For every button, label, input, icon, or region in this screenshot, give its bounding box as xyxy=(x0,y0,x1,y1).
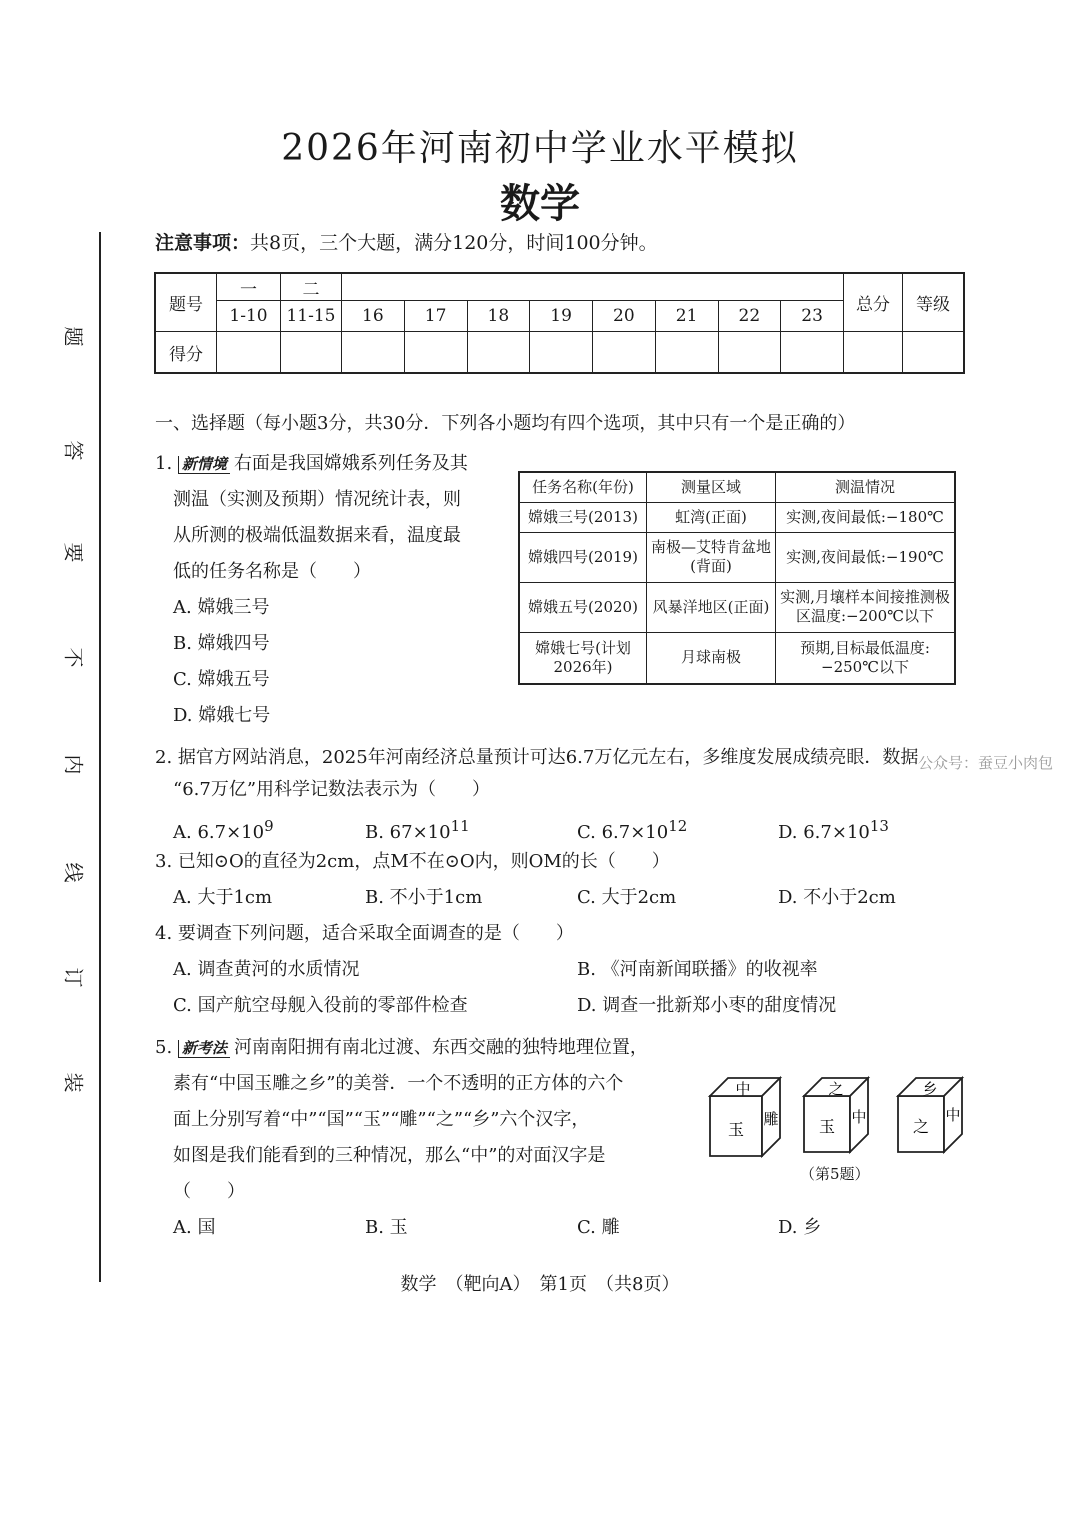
col-header: 18 xyxy=(467,301,530,332)
q1-option: B. 嫦娥四号 xyxy=(173,633,270,654)
cube-side-char: 中 xyxy=(945,1106,961,1124)
mission-header: 测温情况 xyxy=(776,472,956,502)
subject-title: 数学 xyxy=(500,181,580,227)
cube xyxy=(710,1078,780,1156)
q2-option-exponent: 9 xyxy=(264,817,274,835)
cube-front-char: 之 xyxy=(912,1117,930,1136)
q5-option: D. 乡 xyxy=(778,1217,822,1238)
q5-line: 河南南阳拥有南北过渡、东西交融的独特地理位置， xyxy=(233,1037,648,1058)
q5-option: B. 玉 xyxy=(365,1217,408,1238)
grade-label: 等级 xyxy=(903,273,965,332)
col-header: 11-15 xyxy=(281,301,342,332)
q2-line: 2. 据官方网站消息，2025年河南经济总量预计可达6.7万亿元左右，多维度发展成绩亮眼．数据 xyxy=(155,747,919,768)
q4-option: B. 《河南新闻联播》的收视率 xyxy=(577,959,818,980)
mission-cell: 嫦娥三号(2013) xyxy=(519,502,647,532)
exam-title: 2026年河南初中学业水平模拟 xyxy=(281,128,799,169)
q1-option: C. 嫦娥五号 xyxy=(173,669,270,690)
q1-option: A. 嫦娥三号 xyxy=(173,597,270,618)
group-two: 二 xyxy=(281,273,342,301)
q1-badge: 新情境 xyxy=(178,456,230,474)
q4-line: 4. 要调查下列问题，适合采取全面调查的是（ ） xyxy=(155,923,574,944)
q5-line: 素有“中国玉雕之乡”的美誉．一个不透明的正方体的六个 xyxy=(173,1073,624,1094)
q1-line: 从所测的极端低温数据来看，温度最 xyxy=(173,525,461,546)
mission-cell: 虹湾(正面) xyxy=(647,502,776,532)
cube-side-char: 中 xyxy=(851,1108,867,1126)
q1-option: D. 嫦娥七号 xyxy=(173,705,271,726)
q5-line: 面上分别写着“中”“国”“玉”“雕”“之”“乡”六个汉字， xyxy=(173,1109,590,1130)
q3-option: A. 大于1cm xyxy=(173,887,273,908)
mission-cell: 月球南极 xyxy=(647,632,776,684)
col-header: 23 xyxy=(781,301,844,332)
q4-option: D. 调查一批新郑小枣的甜度情况 xyxy=(577,995,837,1016)
score-cell[interactable] xyxy=(217,332,281,374)
mission-cell: 风暴洋地区(正面) xyxy=(647,582,776,632)
cube-top-char: 中 xyxy=(735,1080,751,1098)
q4-option: A. 调查黄河的水质情况 xyxy=(173,959,360,980)
q1-line: 测温（实测及预期）情况统计表，则 xyxy=(173,489,461,510)
cube-side-char: 雕 xyxy=(763,1110,779,1128)
col-header: 1-10 xyxy=(217,301,281,332)
cube xyxy=(898,1078,962,1152)
q3-option: C. 大于2cm xyxy=(577,887,677,908)
margin-char: 装 xyxy=(61,1072,86,1093)
score-cell[interactable] xyxy=(781,332,844,374)
q5-number: 5. xyxy=(155,1037,173,1058)
q1-number: 1. xyxy=(155,453,173,474)
col-header: 21 xyxy=(655,301,718,332)
mission-cell: 实测,月壤样本间接推测极区温度:−200℃以下 xyxy=(776,582,956,632)
score-cell[interactable] xyxy=(530,332,593,374)
score-cell[interactable] xyxy=(404,332,467,374)
cube xyxy=(804,1078,868,1152)
score-cell[interactable] xyxy=(903,332,965,374)
q2-option-base: D. 6.7×10 xyxy=(778,822,870,843)
mission-cell: 实测,夜间最低:−190℃ xyxy=(776,532,956,582)
margin-char: 内 xyxy=(61,754,86,775)
q3-line: 3. 已知⊙O的直径为2cm，点M不在⊙O内，则OM的长（ ） xyxy=(155,851,670,872)
q4-option: C. 国产航空母舰入役前的零部件检查 xyxy=(173,995,468,1016)
q2-option-base: C. 6.7×10 xyxy=(577,822,669,843)
row-label-score: 得分 xyxy=(155,332,217,374)
q2-option-exponent: 12 xyxy=(668,817,688,835)
total-label: 总分 xyxy=(844,273,903,332)
notice-text: 共8页，三个大题，满分120分，时间100分钟。 xyxy=(250,232,658,254)
q2-option xyxy=(778,808,889,851)
q2-option-exponent: 11 xyxy=(450,817,470,835)
q1-line: 低的任务名称是（ ） xyxy=(173,561,371,582)
q3-option: B. 不小于1cm xyxy=(365,887,483,908)
row-label-number: 题号 xyxy=(155,273,217,332)
col-header: 19 xyxy=(530,301,593,332)
mission-cell: 嫦娥七号(计划2026年) xyxy=(519,632,647,684)
q1-first-line xyxy=(155,446,468,482)
group-one: 一 xyxy=(217,273,281,301)
mission-cell: 嫦娥四号(2019) xyxy=(519,532,647,582)
q2-option-exponent: 13 xyxy=(869,817,889,835)
q3-option: D. 不小于2cm xyxy=(778,887,896,908)
margin-char: 订 xyxy=(61,967,86,988)
score-cell[interactable] xyxy=(844,332,903,374)
cube-figure xyxy=(700,1068,980,1168)
mission-table xyxy=(518,471,956,685)
cube-top-char: 乡 xyxy=(922,1080,938,1098)
group-three-blank xyxy=(342,273,844,301)
col-header: 20 xyxy=(593,301,656,332)
mission-cell: 预期,目标最低温度:−250℃以下 xyxy=(776,632,956,684)
q5-option: C. 雕 xyxy=(577,1217,620,1238)
watermark: 公众号：蚕豆小肉包 xyxy=(918,754,1054,772)
margin-char: 题 xyxy=(61,326,86,347)
cube-front-char: 玉 xyxy=(818,1117,836,1136)
margin-char: 要 xyxy=(61,542,86,563)
score-cell[interactable] xyxy=(593,332,656,374)
q5-line: 如图是我们能看到的三种情况，那么“中”的对面汉字是 xyxy=(173,1145,606,1166)
margin-char: 线 xyxy=(61,862,86,883)
notice-label: 注意事项： xyxy=(155,232,251,254)
margin-char: 答 xyxy=(61,440,86,461)
margin-char: 不 xyxy=(61,647,86,668)
q2-option-base: A. 6.7×10 xyxy=(173,822,265,843)
q5-line: （ ） xyxy=(173,1181,245,1202)
q5-first-line xyxy=(155,1030,648,1066)
score-cell[interactable] xyxy=(281,332,342,374)
binding-line xyxy=(99,232,101,1282)
notice xyxy=(155,228,658,255)
figure-caption: （第5题） xyxy=(800,1165,870,1183)
cube-top-char: 之 xyxy=(828,1080,844,1098)
mission-header: 测量区域 xyxy=(647,472,776,502)
score-table xyxy=(154,272,965,374)
col-header: 16 xyxy=(342,301,405,332)
q2-line: “6.7万亿”用科学记数法表示为（ ） xyxy=(173,779,491,800)
mission-cell: 南极—艾特肯盆地(背面) xyxy=(647,532,776,582)
mission-header: 任务名称(年份) xyxy=(519,472,647,502)
q1-line: 右面是我国嫦娥系列任务及其 xyxy=(233,453,468,474)
q5-option: A. 国 xyxy=(173,1217,216,1238)
cube-front-char: 玉 xyxy=(727,1120,745,1139)
score-cell[interactable] xyxy=(655,332,718,374)
score-cell[interactable] xyxy=(718,332,781,374)
col-header: 22 xyxy=(718,301,781,332)
page-footer: 数学 （靶向A） 第1页 （共8页） xyxy=(400,1274,680,1295)
mission-cell: 实测,夜间最低:−180℃ xyxy=(776,502,956,532)
q2-option-base: B. 67×10 xyxy=(365,822,451,843)
section-heading: 一、选择题（每小题3分，共30分．下列各小题均有四个选项，其中只有一个是正确的） xyxy=(155,413,856,434)
col-header: 17 xyxy=(404,301,467,332)
mission-cell: 嫦娥五号(2020) xyxy=(519,582,647,632)
q5-badge: 新考法 xyxy=(178,1040,230,1058)
score-cell[interactable] xyxy=(342,332,405,374)
score-cell[interactable] xyxy=(467,332,530,374)
